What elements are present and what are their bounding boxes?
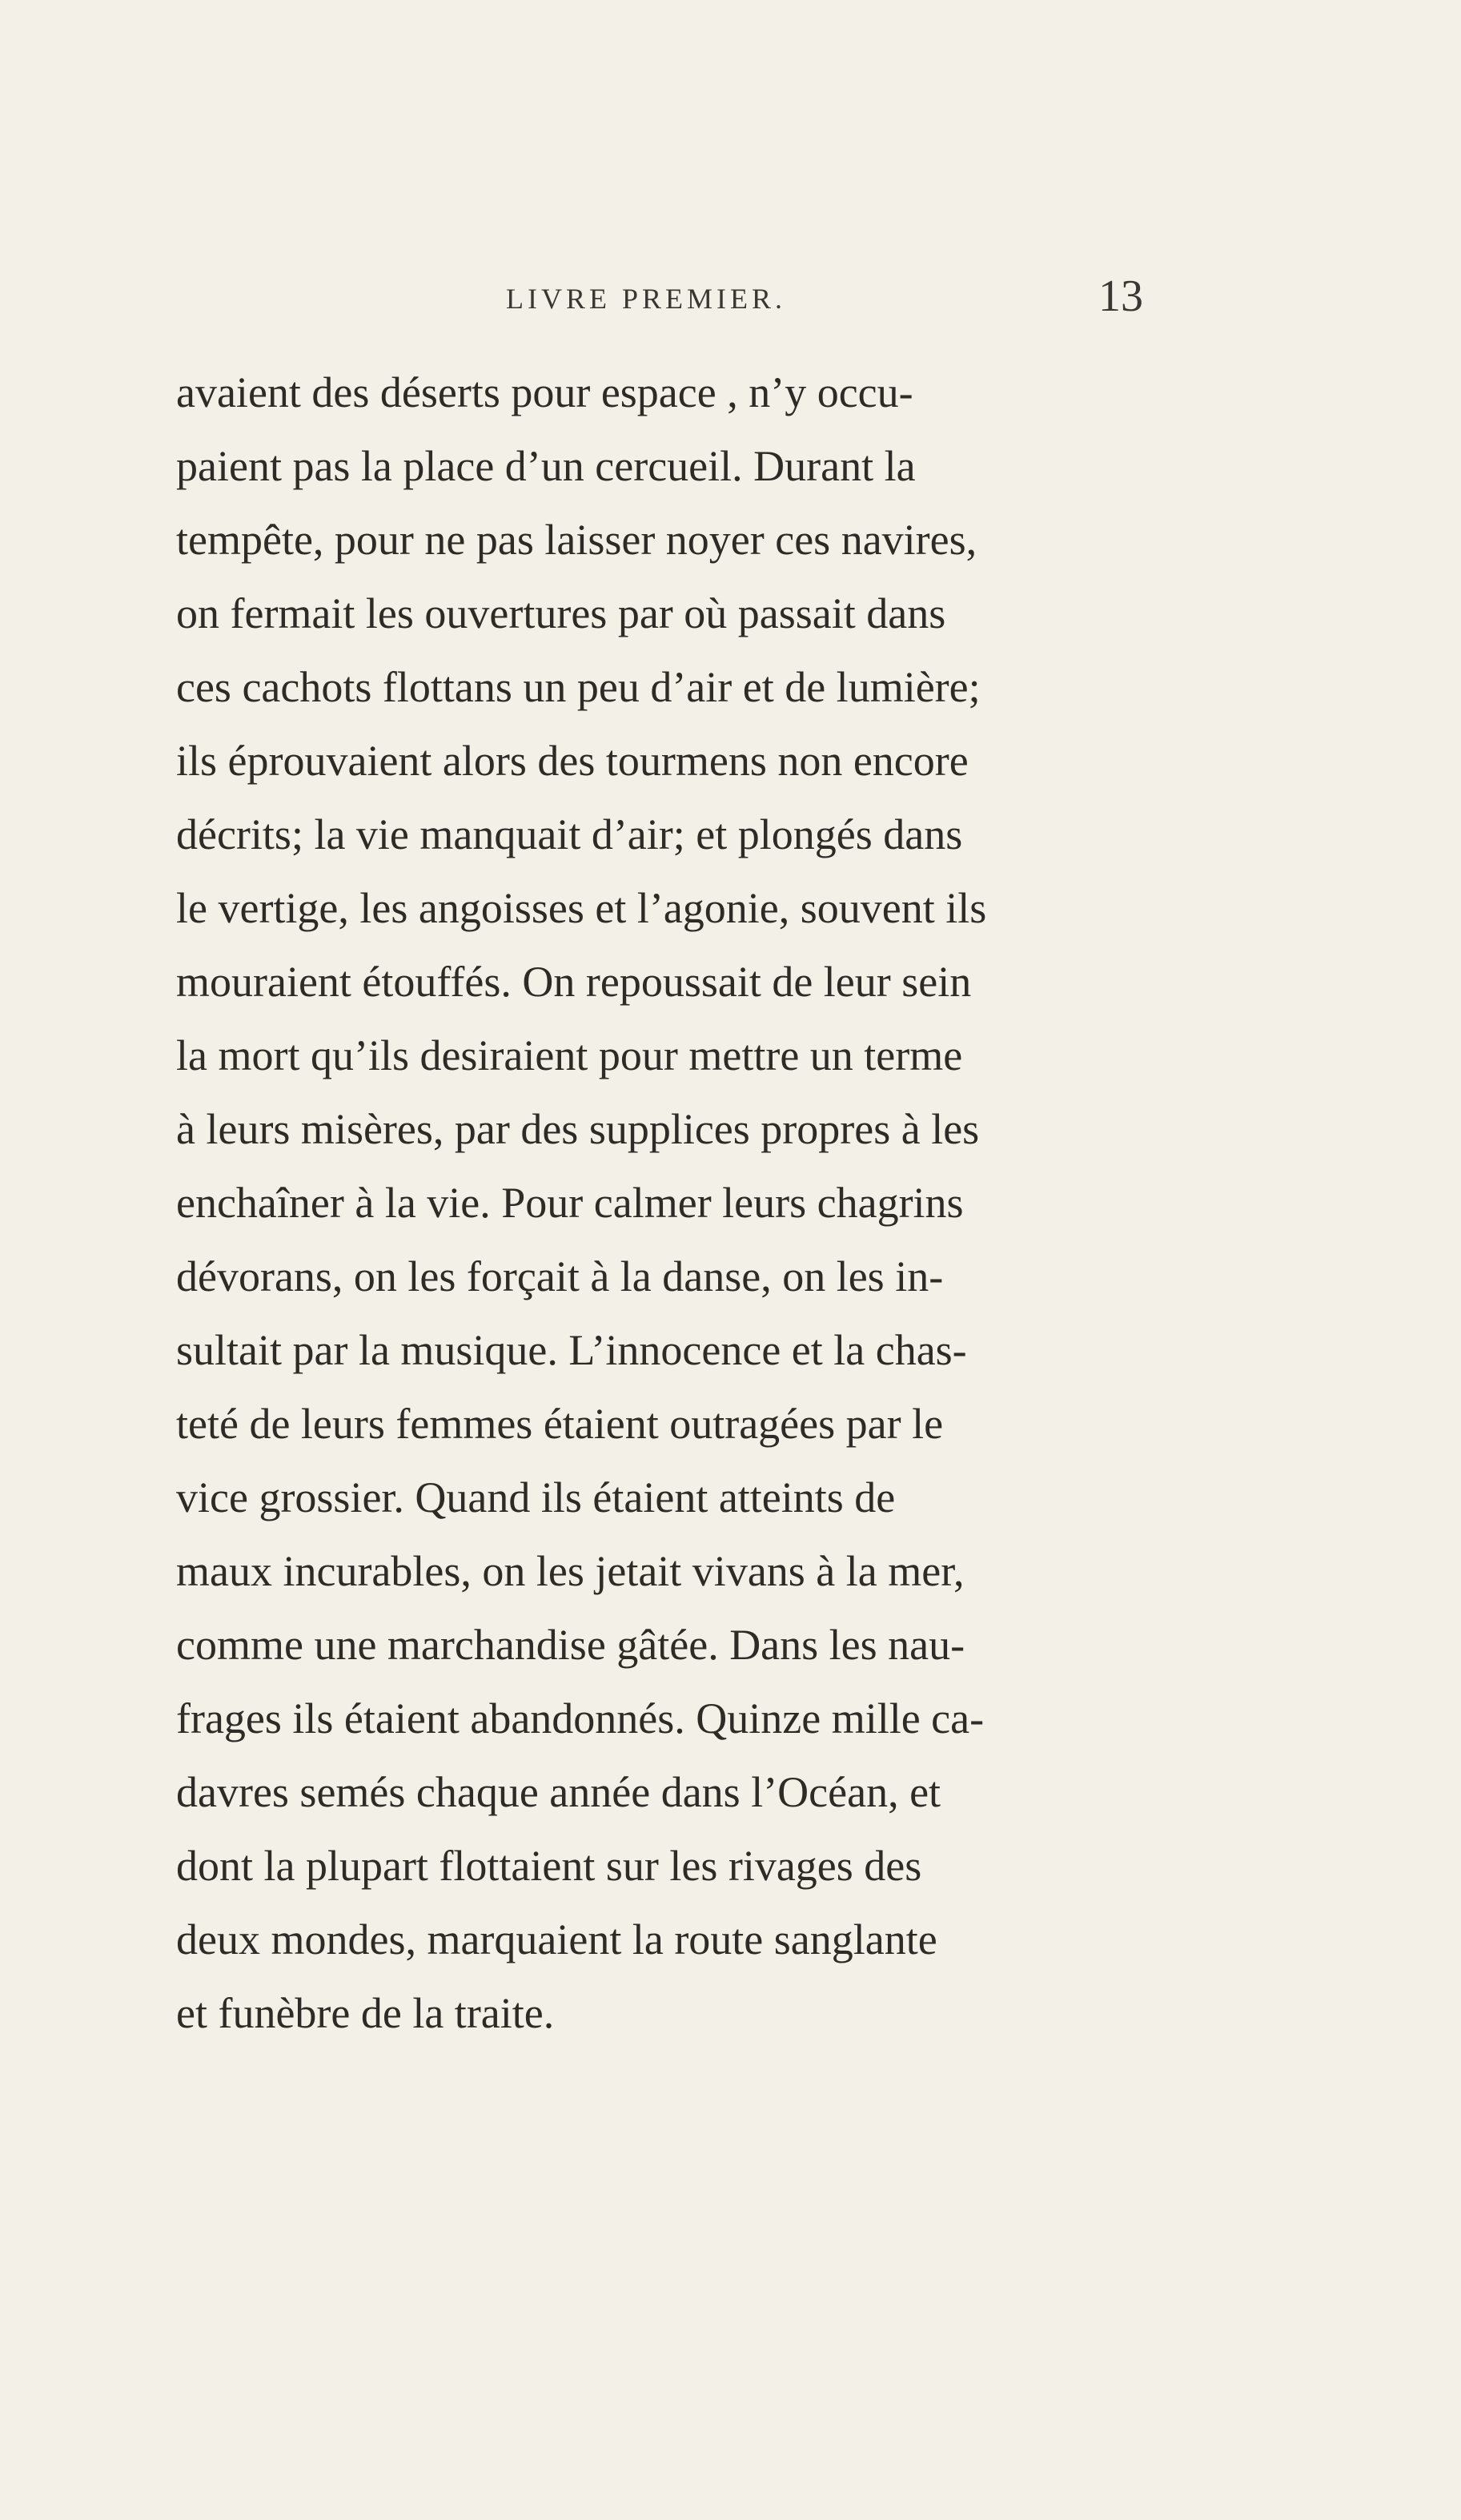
text-line: vice grossier. Quand ils étaient atteints de: [176, 1473, 896, 1521]
body-text: [176, 356, 1169, 2050]
text-line: tempête, pour ne pas laisser noyer ces navires,: [176, 516, 977, 564]
text-line: frages ils étaient abandonnés. Quinze mille ca-: [176, 1694, 985, 1742]
text-line: enchaîner à la vie. Pour calmer leurs chagrins: [176, 1179, 964, 1227]
text-line: mouraient étouffés. On repoussait de leur sein: [176, 958, 972, 1006]
text-line: et funèbre de la traite.: [176, 1989, 555, 2037]
text-line: teté de leurs femmes étaient outragées par le: [176, 1400, 944, 1448]
text-line: à leurs misères, par des supplices propres à les: [176, 1105, 980, 1153]
text-line: dévorans, on les forçait à la danse, on les in-: [176, 1252, 944, 1300]
text-line: décrits; la vie manquait d’air; et plongés dans: [176, 810, 963, 858]
page-number: 13: [1098, 271, 1143, 321]
running-head: LIVRE PREMIER.: [506, 283, 787, 315]
text-line: ils éprouvaient alors des tourmens non encore: [176, 737, 969, 785]
text-line: sultait par la musique. L’innocence et la chas-: [176, 1326, 967, 1374]
text-line: la mort qu’ils desiraient pour mettre un terme: [176, 1031, 963, 1079]
text-line: deux mondes, marquaient la route sanglante: [176, 1915, 937, 1963]
text-line: maux incurables, on les jetait vivans à la mer,: [176, 1547, 965, 1595]
text-line: on fermait les ouvertures par où passait dans: [176, 589, 946, 637]
text-line: le vertige, les angoisses et l’agonie, souvent ils: [176, 884, 987, 932]
text-line: ces cachots flottans un peu d’air et de lumière;: [176, 663, 981, 711]
text-line: avaient des déserts pour espace , n’y occu-: [176, 368, 913, 416]
text-line: comme une marchandise gâtée. Dans les nau-: [176, 1621, 965, 1669]
text-line: dont la plupart flottaient sur les rivages des: [176, 1842, 922, 1890]
text-line: davres semés chaque année dans l’Océan, et: [176, 1768, 941, 1816]
text-line: paient pas la place d’un cercueil. Durant la: [176, 442, 916, 490]
